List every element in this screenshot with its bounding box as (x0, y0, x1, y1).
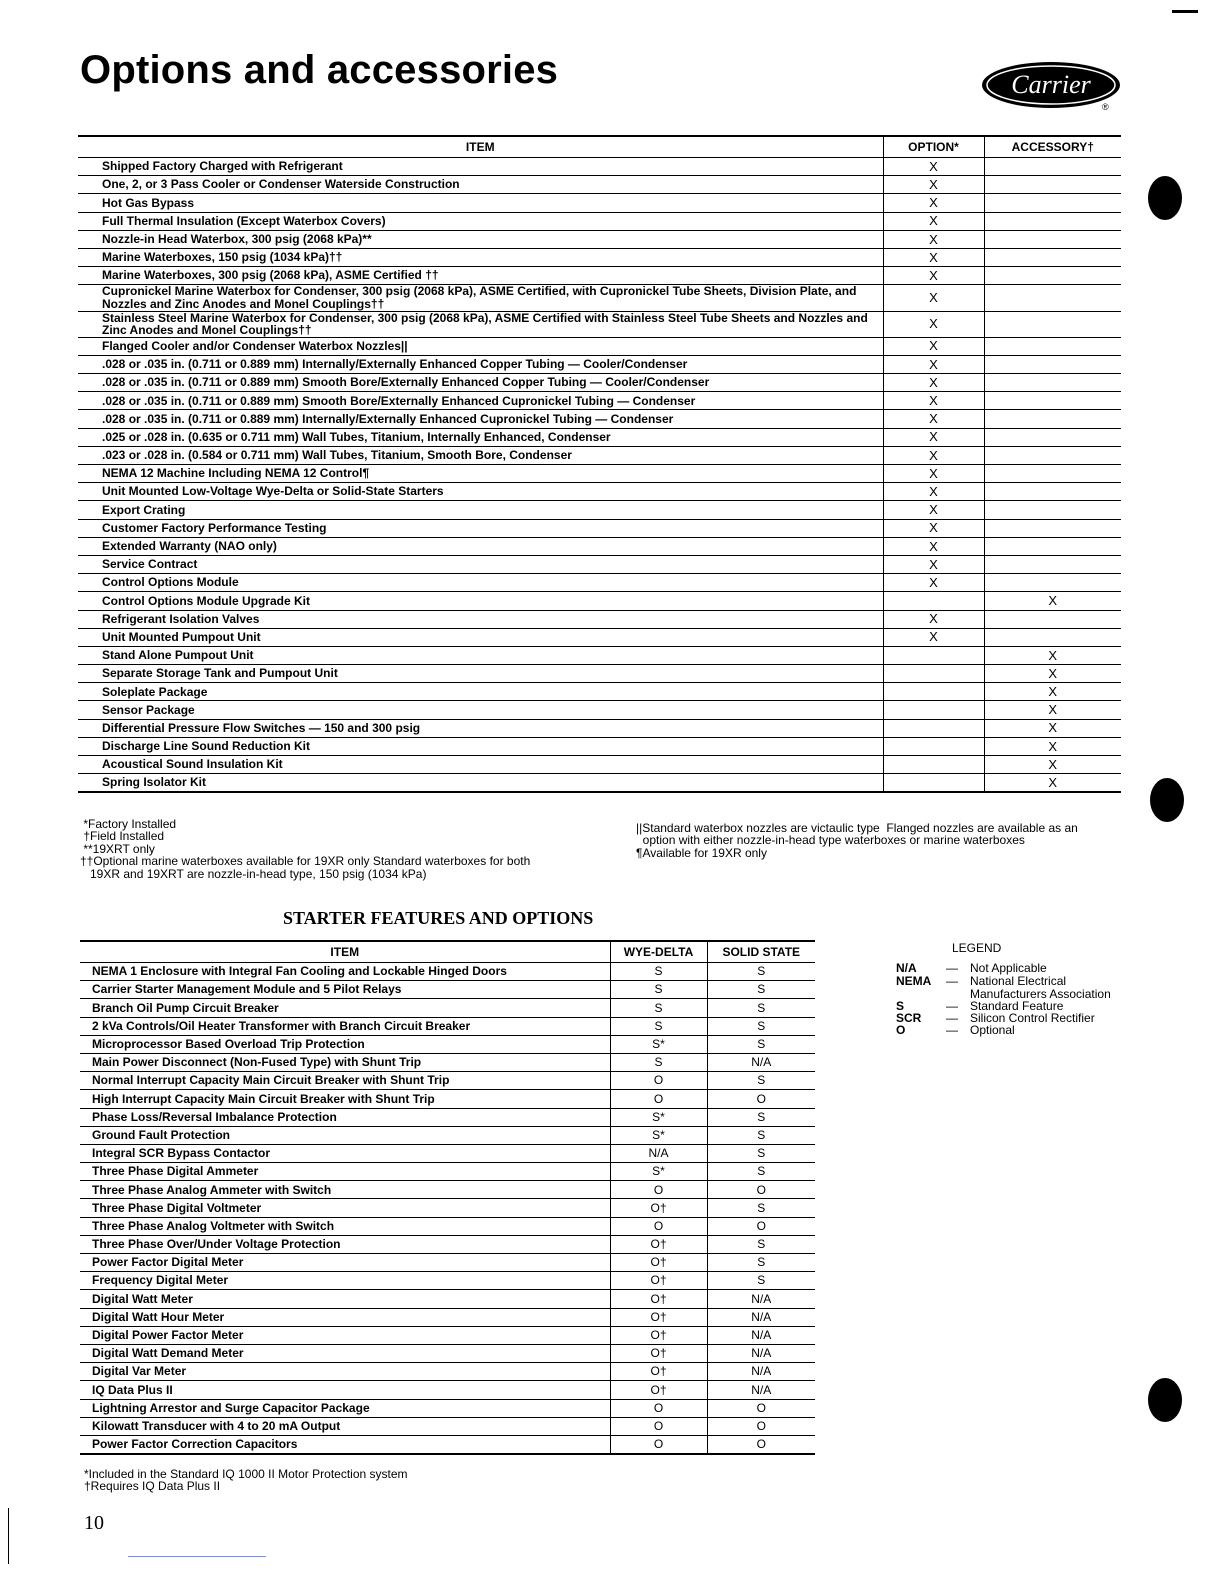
solid-state-cell: S (707, 1035, 815, 1053)
table-row (78, 212, 1121, 230)
item-cell: Stainless Steel Marine Waterbox for Condenser, 300 psig (2068 kPa), ASME Certified with Stainless Steel Tube Sheets and Nozzles and Zinc Anodes and Monel Couplings†† (78, 311, 883, 337)
table-row (78, 285, 1121, 311)
item-cell: 2 kVa Controls/Oil Heater Transformer with Branch Circuit Breaker (80, 1017, 610, 1035)
solid-state-cell: S (707, 1163, 815, 1181)
table-row (78, 410, 1121, 428)
option-cell: X (883, 374, 984, 392)
legend-desc: Silicon Control Rectifier (970, 1011, 1095, 1025)
table-row (80, 1290, 815, 1308)
starter-table (80, 940, 815, 1455)
item-cell: Three Phase Digital Voltmeter (80, 1199, 610, 1217)
option-cell: X (883, 212, 984, 230)
accessory-cell: X (984, 737, 1121, 755)
accessory-cell (984, 501, 1121, 519)
solid-state-cell: S (707, 1272, 815, 1290)
wye-delta-cell: O† (610, 1272, 707, 1290)
solid-state-cell: O (707, 1090, 815, 1108)
option-cell: X (883, 446, 984, 464)
table-row (80, 981, 815, 999)
solid-state-cell: N/A (707, 1381, 815, 1399)
wye-delta-cell: O (610, 1399, 707, 1417)
option-cell: X (883, 410, 984, 428)
accessory-cell (984, 248, 1121, 266)
starter-header-row (80, 941, 815, 963)
item-cell: Nozzle-in Head Waterbox, 300 psig (2068 kPa)** (78, 230, 883, 248)
table-row (80, 1181, 815, 1199)
table-row (80, 1126, 815, 1144)
table-row (78, 592, 1121, 610)
accessory-cell (984, 483, 1121, 501)
item-cell: Acoustical Sound Insulation Kit (78, 756, 883, 774)
table-row (78, 646, 1121, 664)
table-row (78, 774, 1121, 793)
item-cell: One, 2, or 3 Pass Cooler or Condenser Waterside Construction (78, 176, 883, 194)
solid-state-cell: S (707, 1254, 815, 1272)
table-row (80, 963, 815, 981)
item-cell: Flanged Cooler and/or Condenser Waterbox Nozzles|| (78, 337, 883, 355)
item-cell: Power Factor Correction Capacitors (80, 1435, 610, 1454)
option-cell: X (883, 628, 984, 646)
options-header-row (78, 136, 1121, 158)
option-cell: X (883, 574, 984, 592)
table-row (78, 374, 1121, 392)
solid-state-cell: S (707, 1017, 815, 1035)
table-row (80, 1072, 815, 1090)
item-cell: Marine Waterboxes, 300 psig (2068 kPa), ASME Certified †† (78, 267, 883, 285)
table-row (78, 158, 1121, 176)
item-cell: Branch Oil Pump Circuit Breaker (80, 999, 610, 1017)
table-row (78, 701, 1121, 719)
punch-hole (1148, 176, 1182, 220)
option-cell: X (883, 158, 984, 176)
item-cell: .023 or .028 in. (0.584 or 0.711 mm) Wall Tubes, Titanium, Smooth Bore, Condenser (78, 446, 883, 464)
wye-delta-cell: S* (610, 1035, 707, 1053)
item-cell: Ground Fault Protection (80, 1126, 610, 1144)
option-cell: X (883, 337, 984, 355)
legend-title: LEGEND (952, 941, 1002, 955)
item-cell: Export Crating (78, 501, 883, 519)
header-item: ITEM (78, 136, 883, 158)
wye-delta-cell: O† (610, 1326, 707, 1344)
legend-dash: — (946, 1023, 958, 1037)
table-row (78, 230, 1121, 248)
wye-delta-cell: N/A (610, 1144, 707, 1162)
punch-hole (1148, 1378, 1182, 1422)
item-cell: Integral SCR Bypass Contactor (80, 1144, 610, 1162)
table-row (80, 1108, 815, 1126)
wye-delta-cell: O† (610, 1290, 707, 1308)
accessory-cell (984, 446, 1121, 464)
starter-section-title: STARTER FEATURES AND OPTIONS (283, 908, 594, 928)
wye-delta-cell: O (610, 1072, 707, 1090)
item-cell: Digital Watt Hour Meter (80, 1308, 610, 1326)
item-cell: Unit Mounted Pumpout Unit (78, 628, 883, 646)
item-cell: Digital Var Meter (80, 1363, 610, 1381)
table-row (78, 465, 1121, 483)
option-cell (883, 719, 984, 737)
options-table (78, 135, 1121, 793)
accessory-cell (984, 212, 1121, 230)
table-row (80, 1272, 815, 1290)
legend-dash: — (946, 974, 958, 988)
item-cell: Shipped Factory Charged with Refrigerant (78, 158, 883, 176)
solid-state-cell: N/A (707, 1344, 815, 1362)
table-row (78, 483, 1121, 501)
table-row (80, 1144, 815, 1162)
item-cell: Microprocessor Based Overload Trip Protection (80, 1035, 610, 1053)
table-row (78, 176, 1121, 194)
option-cell: X (883, 537, 984, 555)
wye-delta-cell: O† (610, 1363, 707, 1381)
legend-dash: — (946, 961, 958, 975)
option-cell: X (883, 519, 984, 537)
table-row (78, 756, 1121, 774)
table-row (78, 519, 1121, 537)
accessory-cell: X (984, 665, 1121, 683)
table-row (78, 392, 1121, 410)
item-cell: Separate Storage Tank and Pumpout Unit (78, 665, 883, 683)
item-cell: Normal Interrupt Capacity Main Circuit Breaker with Shunt Trip (80, 1072, 610, 1090)
accessory-cell (984, 374, 1121, 392)
accessory-cell (984, 628, 1121, 646)
legend-abbr: NEMA (896, 974, 932, 988)
legend-desc: National Electrical Manufacturers Association (970, 974, 1111, 1001)
wye-delta-cell: O† (610, 1199, 707, 1217)
wye-delta-cell: O† (610, 1381, 707, 1399)
item-cell: IQ Data Plus II (80, 1381, 610, 1399)
option-cell (883, 737, 984, 755)
item-cell: .028 or .035 in. (0.711 or 0.889 mm) Internally/Externally Enhanced Copper Tubing — Cooler/Condenser (78, 355, 883, 373)
wye-delta-cell: S* (610, 1126, 707, 1144)
wye-delta-cell: O (610, 1181, 707, 1199)
accessory-cell (984, 285, 1121, 311)
item-cell: Refrigerant Isolation Valves (78, 610, 883, 628)
legend-dash: — (946, 999, 958, 1013)
option-cell: X (883, 285, 984, 311)
carrier-logo (980, 60, 1122, 110)
item-cell: Digital Watt Meter (80, 1290, 610, 1308)
item-cell: Three Phase Analog Ammeter with Switch (80, 1181, 610, 1199)
legend-abbr: N/A (896, 961, 917, 975)
table-row (80, 1017, 815, 1035)
accessory-cell (984, 574, 1121, 592)
item-cell: Marine Waterboxes, 150 psig (1034 kPa)†† (78, 248, 883, 266)
wye-delta-cell: S (610, 1053, 707, 1071)
item-cell: Differential Pressure Flow Switches — 150 and 300 psig (78, 719, 883, 737)
solid-state-cell: S (707, 1072, 815, 1090)
header-solid-state: SOLID STATE (707, 941, 815, 963)
table-row (78, 194, 1121, 212)
item-cell: Unit Mounted Low-Voltage Wye-Delta or Solid-State Starters (78, 483, 883, 501)
accessory-cell (984, 230, 1121, 248)
table-row (78, 719, 1121, 737)
option-cell (883, 701, 984, 719)
carrier-logo-icon (980, 60, 1122, 110)
table-row (80, 1217, 815, 1235)
item-cell: High Interrupt Capacity Main Circuit Breaker with Shunt Trip (80, 1090, 610, 1108)
table-row (80, 1399, 815, 1417)
table-row (78, 355, 1121, 373)
solid-state-cell: S (707, 1235, 815, 1253)
solid-state-cell: O (707, 1181, 815, 1199)
item-cell: Control Options Module (78, 574, 883, 592)
accessory-cell (984, 194, 1121, 212)
accessory-cell: X (984, 646, 1121, 664)
option-cell: X (883, 555, 984, 573)
solid-state-cell: S (707, 1108, 815, 1126)
item-cell: Digital Power Factor Meter (80, 1326, 610, 1344)
item-cell: Soleplate Package (78, 683, 883, 701)
option-cell: X (883, 194, 984, 212)
solid-state-cell: O (707, 1399, 815, 1417)
table-row (80, 999, 815, 1017)
option-cell: X (883, 483, 984, 501)
table-row (78, 248, 1121, 266)
table-row (80, 1163, 815, 1181)
item-cell: Cupronickel Marine Waterbox for Condenser, 300 psig (2068 kPa), ASME Certified, with Cupronickel Tube Sheets, Division Plate, and Nozzles and Zinc Anodes and Monel Couplings†† (78, 285, 883, 311)
item-cell: Lightning Arrestor and Surge Capacitor Package (80, 1399, 610, 1417)
table-row (78, 574, 1121, 592)
item-cell: Power Factor Digital Meter (80, 1254, 610, 1272)
table-row (78, 428, 1121, 446)
solid-state-cell: O (707, 1217, 815, 1235)
option-cell: X (883, 267, 984, 285)
item-cell: Full Thermal Insulation (Except Waterbox Covers) (78, 212, 883, 230)
margin-line (8, 1508, 9, 1564)
solid-state-cell: N/A (707, 1053, 815, 1071)
table-row (80, 1417, 815, 1435)
accessory-cell (984, 519, 1121, 537)
accessory-cell: X (984, 719, 1121, 737)
table-row (80, 1199, 815, 1217)
accessory-cell (984, 158, 1121, 176)
table-row (80, 1035, 815, 1053)
option-cell: X (883, 230, 984, 248)
accessory-cell: X (984, 592, 1121, 610)
solid-state-cell: S (707, 1199, 815, 1217)
solid-state-cell: N/A (707, 1326, 815, 1344)
table-row (78, 610, 1121, 628)
item-cell: NEMA 1 Enclosure with Integral Fan Cooling and Lockable Hinged Doors (80, 963, 610, 981)
option-cell: X (883, 428, 984, 446)
wye-delta-cell: S (610, 1017, 707, 1035)
header-accessory: ACCESSORY† (984, 136, 1121, 158)
wye-delta-cell: S* (610, 1108, 707, 1126)
table-row (80, 1344, 815, 1362)
table-row (78, 665, 1121, 683)
solid-state-cell: S (707, 1126, 815, 1144)
wye-delta-cell: S* (610, 1163, 707, 1181)
item-cell: Extended Warranty (NAO only) (78, 537, 883, 555)
item-cell: Three Phase Digital Ammeter (80, 1163, 610, 1181)
legend-desc: Optional (970, 1023, 1015, 1037)
accessory-cell (984, 465, 1121, 483)
accessory-cell (984, 337, 1121, 355)
wye-delta-cell: O† (610, 1254, 707, 1272)
solid-state-cell: S (707, 999, 815, 1017)
solid-state-cell: S (707, 1144, 815, 1162)
page-number: 10 (84, 1512, 104, 1534)
option-cell: X (883, 501, 984, 519)
legend-abbr: O (896, 1023, 906, 1037)
table-row (80, 1435, 815, 1454)
table-row (78, 737, 1121, 755)
punch-hole (1150, 778, 1184, 822)
legend-desc: Not Applicable (970, 961, 1047, 975)
item-cell: Three Phase Over/Under Voltage Protection (80, 1235, 610, 1253)
item-cell: Spring Isolator Kit (78, 774, 883, 793)
wye-delta-cell: O (610, 1090, 707, 1108)
registered-mark: ® (1102, 102, 1109, 112)
table-row (80, 1053, 815, 1071)
brand-name: Carrier (1011, 70, 1091, 99)
solid-state-cell: S (707, 963, 815, 981)
table-row (80, 1090, 815, 1108)
table-row (78, 311, 1121, 337)
accessory-cell: X (984, 756, 1121, 774)
option-cell: X (883, 465, 984, 483)
starter-footnotes: *Included in the Standard IQ 1000 II Motor Protection system †Requires IQ Data Plus II (84, 1467, 408, 1494)
table-row (80, 1254, 815, 1272)
solid-state-cell: O (707, 1435, 815, 1454)
option-cell (883, 665, 984, 683)
wye-delta-cell: O (610, 1217, 707, 1235)
option-cell (883, 646, 984, 664)
item-cell: Control Options Module Upgrade Kit (78, 592, 883, 610)
legend-dash: — (946, 1011, 958, 1025)
item-cell: .028 or .035 in. (0.711 or 0.889 mm) Internally/Externally Enhanced Cupronickel Tubing — Condenser (78, 410, 883, 428)
corner-mark (1172, 10, 1198, 13)
table-row (78, 267, 1121, 285)
wye-delta-cell: O† (610, 1308, 707, 1326)
table-row (78, 446, 1121, 464)
options-footnotes-right: ||Standard waterbox nozzles are victaulic type Flanged nozzles are available as an option with either nozzle-in-head type waterboxes or marine waterboxes ¶Available for 19XR only (636, 821, 1078, 860)
table-row (80, 1308, 815, 1326)
table-row (78, 628, 1121, 646)
item-cell: Carrier Starter Management Module and 5 Pilot Relays (80, 981, 610, 999)
item-cell: Hot Gas Bypass (78, 194, 883, 212)
item-cell: Kilowatt Transducer with 4 to 20 mA Output (80, 1417, 610, 1435)
item-cell: .028 or .035 in. (0.711 or 0.889 mm) Smooth Bore/Externally Enhanced Cupronickel Tubing — Condenser (78, 392, 883, 410)
table-row (80, 1235, 815, 1253)
wye-delta-cell: S (610, 981, 707, 999)
item-cell: Three Phase Analog Voltmeter with Switch (80, 1217, 610, 1235)
option-cell (883, 756, 984, 774)
accessory-cell (984, 610, 1121, 628)
solid-state-cell: N/A (707, 1363, 815, 1381)
accessory-cell: X (984, 774, 1121, 793)
item-cell: .028 or .035 in. (0.711 or 0.889 mm) Smooth Bore/Externally Enhanced Copper Tubing — Cooler/Condenser (78, 374, 883, 392)
header-item: ITEM (80, 941, 610, 963)
table-row (80, 1381, 815, 1399)
table-row (78, 537, 1121, 555)
table-row (80, 1326, 815, 1344)
accessory-cell (984, 410, 1121, 428)
legend-abbr: S (896, 999, 905, 1013)
wye-delta-cell: O (610, 1435, 707, 1454)
option-cell (883, 592, 984, 610)
item-cell: Customer Factory Performance Testing (78, 519, 883, 537)
option-cell: X (883, 355, 984, 373)
header-wye-delta: WYE-DELTA (610, 941, 707, 963)
wye-delta-cell: O (610, 1417, 707, 1435)
table-row (78, 337, 1121, 355)
item-cell: Service Contract (78, 555, 883, 573)
accessory-cell (984, 555, 1121, 573)
accessory-cell (984, 176, 1121, 194)
legend-abbr: SCR (896, 1011, 922, 1025)
item-cell: Frequency Digital Meter (80, 1272, 610, 1290)
table-row (80, 1363, 815, 1381)
option-cell: X (883, 610, 984, 628)
bottom-rule (128, 1556, 266, 1557)
solid-state-cell: N/A (707, 1308, 815, 1326)
wye-delta-cell: O† (610, 1235, 707, 1253)
accessory-cell (984, 267, 1121, 285)
accessory-cell (984, 311, 1121, 337)
item-cell: Main Power Disconnect (Non-Fused Type) with Shunt Trip (80, 1053, 610, 1071)
option-cell (883, 683, 984, 701)
wye-delta-cell: S (610, 999, 707, 1017)
item-cell: .025 or .028 in. (0.635 or 0.711 mm) Wall Tubes, Titanium, Internally Enhanced, Condenser (78, 428, 883, 446)
item-cell: Phase Loss/Reversal Imbalance Protection (80, 1108, 610, 1126)
item-cell: Discharge Line Sound Reduction Kit (78, 737, 883, 755)
solid-state-cell: N/A (707, 1290, 815, 1308)
accessory-cell (984, 392, 1121, 410)
item-cell: Stand Alone Pumpout Unit (78, 646, 883, 664)
header-option: OPTION* (883, 136, 984, 158)
legend-desc: Standard Feature (970, 999, 1064, 1013)
option-cell (883, 774, 984, 793)
option-cell: X (883, 311, 984, 337)
options-footnotes-left: *Factory Installed †Field Installed **19XRT only ††Optional marine waterboxes available for 19XR only Standard waterboxes for both 19XR and 19XRT are nozzle-in-head type, 150 psig (1034 kPa) (80, 817, 531, 881)
table-row (78, 555, 1121, 573)
wye-delta-cell: O† (610, 1344, 707, 1362)
option-cell: X (883, 176, 984, 194)
item-cell: Sensor Package (78, 701, 883, 719)
wye-delta-cell: S (610, 963, 707, 981)
page-title: Options and accessories (80, 48, 559, 92)
solid-state-cell: S (707, 981, 815, 999)
item-cell: Digital Watt Demand Meter (80, 1344, 610, 1362)
accessory-cell: X (984, 683, 1121, 701)
table-row (78, 501, 1121, 519)
accessory-cell: X (984, 701, 1121, 719)
accessory-cell (984, 355, 1121, 373)
table-row (78, 683, 1121, 701)
solid-state-cell: O (707, 1417, 815, 1435)
option-cell: X (883, 248, 984, 266)
accessory-cell (984, 428, 1121, 446)
accessory-cell (984, 537, 1121, 555)
option-cell: X (883, 392, 984, 410)
item-cell: NEMA 12 Machine Including NEMA 12 Control¶ (78, 465, 883, 483)
